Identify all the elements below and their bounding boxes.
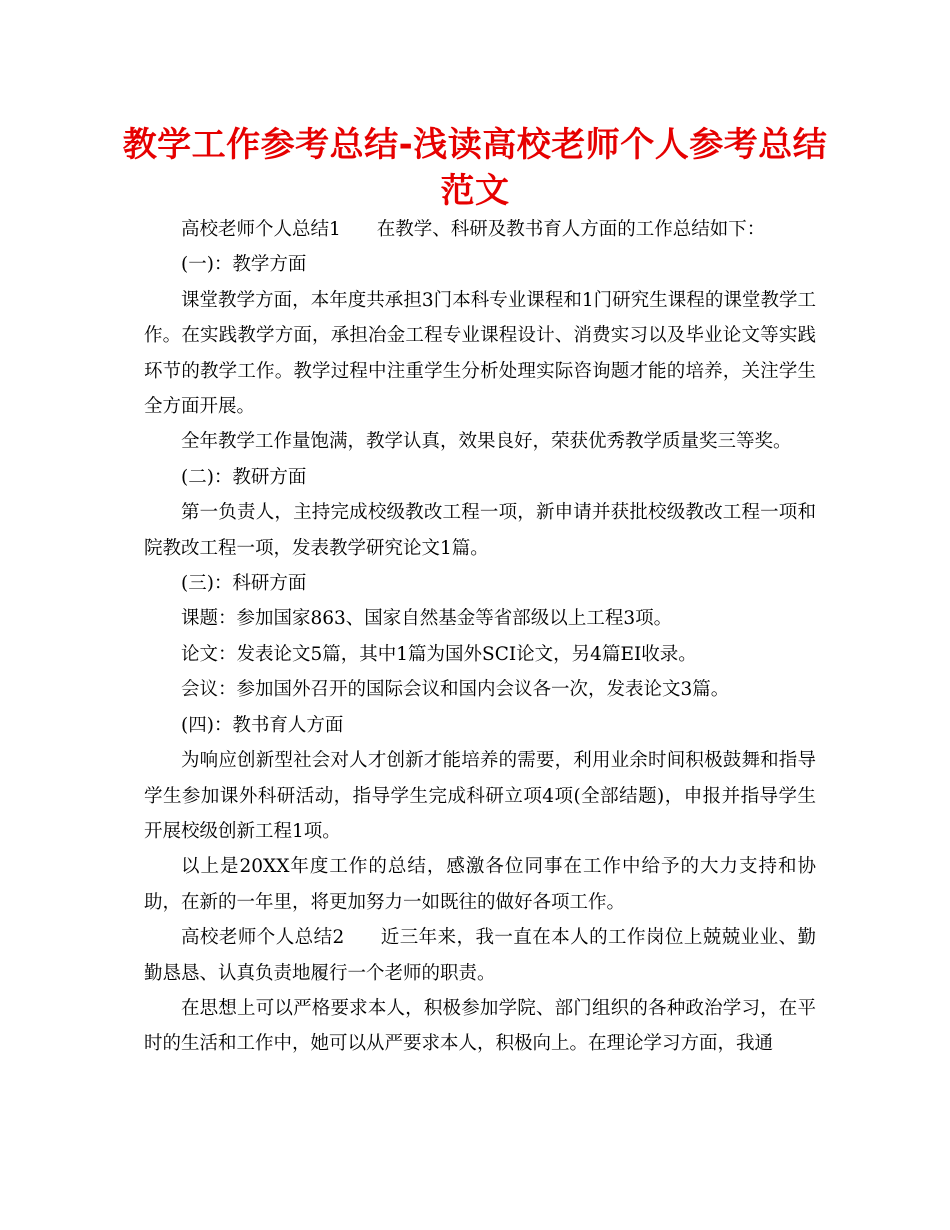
section-lead: 高校老师个人总结2 <box>181 927 345 949</box>
paragraph-text: 在教学、科研及教书育人方面的工作总结如下： <box>376 219 766 240</box>
paragraph: (四)：教书育人方面 <box>181 714 344 736</box>
paragraph <box>144 920 816 991</box>
paragraph: (三)：科研方面 <box>181 573 307 595</box>
paragraph: 在思想上可以严格要求本人，积极参加学院、部门组织的各种政治学习，在平时的生活和工作中，她可以从严要求本人，积极向上。在理论学习方面，我通 <box>144 997 816 1055</box>
paragraph: 课题：参加国家863、国家自然基金等省部级以上工程3项。 <box>181 608 673 630</box>
paragraph <box>144 212 816 247</box>
paragraph: (一)：教学方面 <box>181 254 307 276</box>
paragraph: 论文：发表论文5篇，其中1篇为国外SCI论文，另4篇EI收录。 <box>181 643 697 665</box>
paragraph-text: 近三年来，我一直在本人的工作岗位上兢兢业业、勤勤恳恳、认真负责地履行一个老师的职责。 <box>144 927 816 984</box>
paragraph: 第一负责人，主持完成校级教改工程一项，新申请并获批校级教改工程一项和院教改工程一项，发表教学研究论文1篇。 <box>144 502 816 559</box>
document-body <box>144 212 816 1062</box>
section-lead: 高校老师个人总结1 <box>181 219 341 240</box>
document-title: 教学工作参考总结-浅读高校老师个人参考总结范文 <box>122 125 828 211</box>
paragraph: 课堂教学方面，本年度共承担3门本科专业课程和1门研究生课程的课堂教学工作。在实践教学方面，承担冶金工程专业课程设计、消费实习以及毕业论文等实践环节的教学工作。教学过程中注重学生分析处理实际咨询题才能的培养，关注学生全方面开展。 <box>144 289 816 418</box>
paragraph: 为响应创新型社会对人才创新才能培养的需要，利用业余时间积极鼓舞和指导学生参加课外科研活动，指导学生完成科研立项4项(全部结题)，申报并指导学生开展校级创新工程1项。 <box>144 750 816 842</box>
paragraph: 全年教学工作量饱满，教学认真，效果良好，荣获优秀教学质量奖三等奖。 <box>181 431 792 453</box>
paragraph: 会议：参加国外召开的国际会议和国内会议各一次，发表论文3篇。 <box>181 679 730 701</box>
paragraph: (二)：教研方面 <box>181 466 307 488</box>
paragraph: 以上是20XX年度工作的总结，感激各位同事在工作中给予的大力支持和协助，在新的一年里，将更加努力一如既往的做好各项工作。 <box>144 856 816 913</box>
